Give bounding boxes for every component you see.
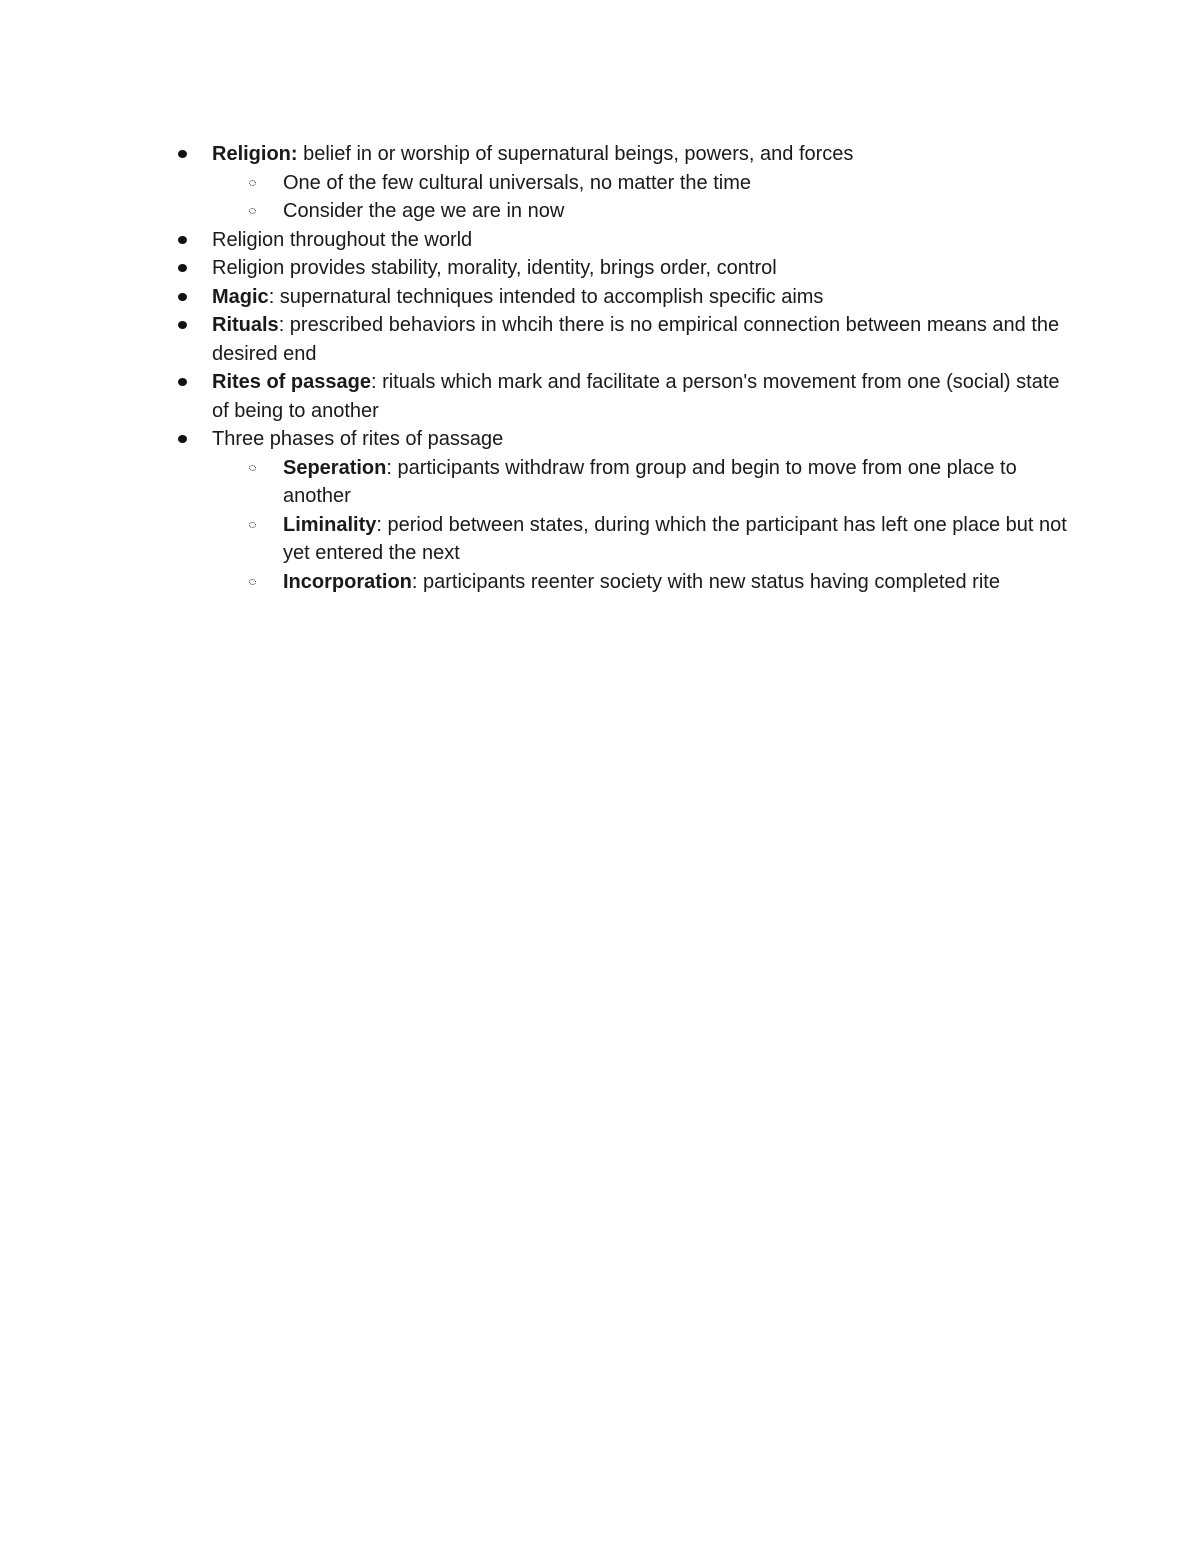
- item-text: : participants reenter society with new status having completed rite: [411, 570, 1000, 593]
- item-text: Religion throughout the world: [212, 228, 473, 251]
- hollow-bullet-icon: [249, 454, 256, 483]
- filled-bullet-icon: [178, 311, 187, 340]
- item-text: One of the few cultural universals, no matter the time: [283, 171, 751, 194]
- item-term: Rituals: [212, 314, 279, 336]
- hollow-bullet-icon: [249, 197, 256, 226]
- item-text: : rituals which mark and facilitate a person's movement from one (social) state of being to another: [212, 371, 1060, 422]
- filled-bullet-icon: [178, 226, 187, 255]
- item-text: : participants withdraw from group and begin to move from one place to another: [283, 456, 1017, 507]
- list-item: [212, 311, 1062, 368]
- filled-bullet-icon: [178, 368, 187, 397]
- item-text: : prescribed behaviors in whcih there is no empirical connection between means and the desired end: [212, 314, 1060, 365]
- item-term: Rites of passage: [212, 371, 371, 393]
- filled-bullet-icon: [178, 140, 187, 169]
- item-term: Magic: [212, 285, 269, 308]
- list-item: [212, 226, 1062, 255]
- filled-bullet-icon: [178, 283, 187, 312]
- item-text: : period between states, during which the participant has left one place but not yet entered the next: [283, 513, 1067, 564]
- sub-list-item: [283, 511, 1073, 568]
- list-item: [212, 140, 1062, 169]
- list-item: [212, 254, 1062, 283]
- filled-bullet-icon: [178, 425, 187, 454]
- item-text: belief in or worship of supernatural beings, powers, and forces: [297, 143, 854, 165]
- item-text: : supernatural techniques intended to accomplish specific aims: [268, 285, 824, 308]
- item-text: Three phases of rites of passage: [212, 428, 504, 450]
- item-term: Religion:: [212, 143, 298, 165]
- list-item: [212, 283, 1062, 312]
- sub-list-item: [283, 169, 1073, 198]
- item-term: Liminality: [283, 513, 377, 536]
- hollow-bullet-icon: [249, 169, 256, 198]
- hollow-bullet-icon: [249, 568, 256, 597]
- sub-list-item: [283, 197, 1073, 226]
- item-term: Incorporation: [283, 570, 412, 593]
- list-item: [212, 425, 1062, 454]
- item-term: Seperation: [283, 456, 387, 479]
- item-text: Consider the age we are in now: [283, 200, 565, 222]
- notes-list: [0, 140, 1200, 596]
- filled-bullet-icon: [178, 254, 187, 283]
- sub-list-item: [283, 568, 1073, 597]
- sub-list-item: [283, 454, 1073, 511]
- item-text: Religion provides stability, morality, identity, brings order, control: [212, 257, 777, 279]
- list-item: [212, 368, 1062, 425]
- hollow-bullet-icon: [249, 511, 256, 540]
